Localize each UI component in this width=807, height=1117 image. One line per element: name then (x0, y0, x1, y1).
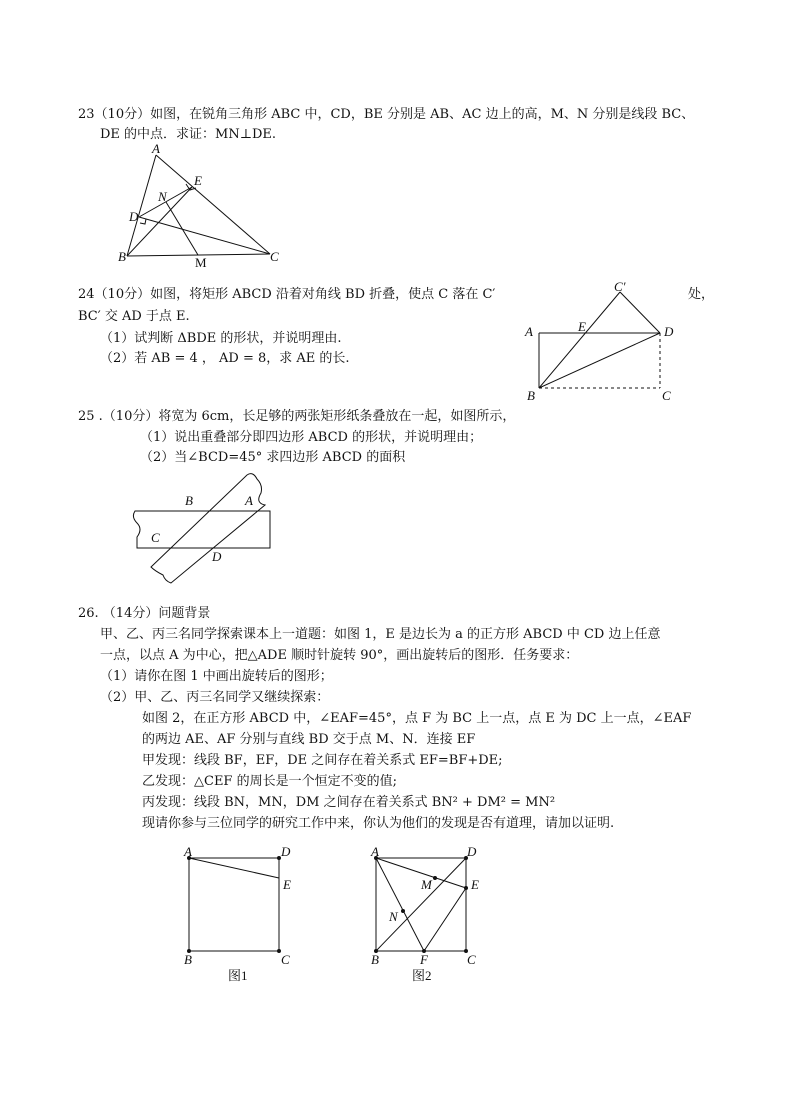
q26-line6: 如图 2，在正方形 ABCD 中，∠EAF=45°，点 F 为 BC 上一点，点 E 为 DC 上一点，∠EAF (142, 711, 692, 726)
q23-figure (110, 140, 300, 270)
fig2-label-E: E (471, 877, 479, 892)
q24-label-C: C (662, 388, 671, 403)
fig2-label-D: D (467, 844, 477, 859)
fig1-label-D: D (281, 844, 291, 859)
q25-line1: 25 .（10分）将宽为 6cm，长足够的两张矩形纸条叠放在一起，如图所示， (78, 409, 516, 424)
q26-line10: 丙发现：线段 BN，MN，DM 之间存在着关系式 BN² + DM² = MN² (142, 795, 556, 810)
q23-label-E: E (194, 173, 202, 188)
fig2-label-M: M (421, 877, 432, 892)
fig2-label-B: B (371, 952, 379, 967)
q24-label-B: B (527, 388, 535, 403)
q23-label-N: N (158, 189, 167, 204)
q26-line4: （1）请你在图 1 中画出旋转后的图形； (100, 669, 333, 684)
fig2-caption: 图2 (412, 968, 432, 983)
q24-sub1: （1）试判断 ΔBDE 的形状，并说明理由. (100, 331, 342, 346)
fig2-label-N: N (389, 909, 398, 924)
fig2-label-F: F (420, 952, 428, 967)
q25-label-D: D (212, 549, 222, 564)
q26-figure2 (360, 840, 500, 990)
q23-label-A: A (152, 141, 160, 156)
q23-label-B: B (118, 249, 126, 264)
q24-sub2: （2）若 AB = 4 ， AD = 8，求 AE 的长. (100, 351, 350, 366)
q25-figure (125, 465, 285, 585)
q23-label-M: M (195, 255, 207, 270)
q26-line3: 一点，以点 A 为中心，把△ADE 顺时针旋转 90°，画出旋转后的图形．任务要求： (100, 648, 579, 663)
q26-line11: 现请你参与三位同学的研究工作中来，你认为他们的发现是否有道理，请加以证明. (142, 816, 615, 831)
q23-label-C: C (270, 249, 279, 264)
q25-label-C: C (151, 530, 160, 545)
q24-line1a: 24（10分）如图，将矩形 ABCD 沿着对角线 BD 折叠，使点 C 落在 C′ (78, 287, 496, 302)
q26-line1: 26. （14分）问题背景 (78, 606, 211, 621)
q26-line2: 甲、乙、丙三名同学探索课本上一道题：如图 1，E 是边长为 a 的正方形 ABCD 中 CD 边上任意 (100, 627, 661, 642)
q25-label-A: A (245, 493, 253, 508)
q26-line9: 乙发现：△CEF 的周长是一个恒定不变的值; (142, 774, 397, 789)
q24-line1b: 处， (688, 287, 715, 302)
q23-label-D: D (129, 209, 139, 224)
fig1-caption: 图1 (228, 968, 248, 983)
fig2-label-A: A (371, 844, 379, 859)
q25-sub1: （1）说出重叠部分即四边形 ABCD 的形状，并说明理由； (140, 430, 483, 445)
fig1-label-B: B (184, 952, 192, 967)
q24-line2: BC′ 交 AD 于点 E. (78, 309, 190, 324)
q26-line8: 甲发现：线段 BF，EF，DE 之间存在着关系式 EF=BF+DE; (142, 753, 503, 768)
q25-label-B: B (185, 493, 193, 508)
q23-line1: 23（10分）如图，在锐角三角形 ABC 中，CD，BE 分别是 AB、AC 边上的高，M、N 分别是线段 BC、 (78, 107, 695, 122)
q25-sub2: （2）当∠BCD=45° 求四边形 ABCD 的面积 (140, 450, 406, 465)
fig1-label-E: E (283, 877, 291, 892)
q24-label-E: E (578, 319, 586, 334)
q24-label-A: A (525, 324, 533, 339)
fig1-label-A: A (184, 844, 192, 859)
q26-line7: 的两边 AE、AF 分别与直线 BD 交于点 M、N．连接 EF (142, 732, 476, 747)
fig2-label-C: C (467, 952, 476, 967)
q24-label-Cprime: C′ (614, 279, 626, 294)
fig1-label-C: C (281, 952, 290, 967)
q26-figure1 (170, 840, 310, 990)
q23-line2: DE 的中点．求证：MN⊥DE. (100, 127, 277, 142)
q24-label-D: D (664, 324, 674, 339)
q24-figure (520, 278, 700, 408)
q26-line5: （2）甲、乙、丙三名同学又继续探索： (100, 690, 330, 705)
